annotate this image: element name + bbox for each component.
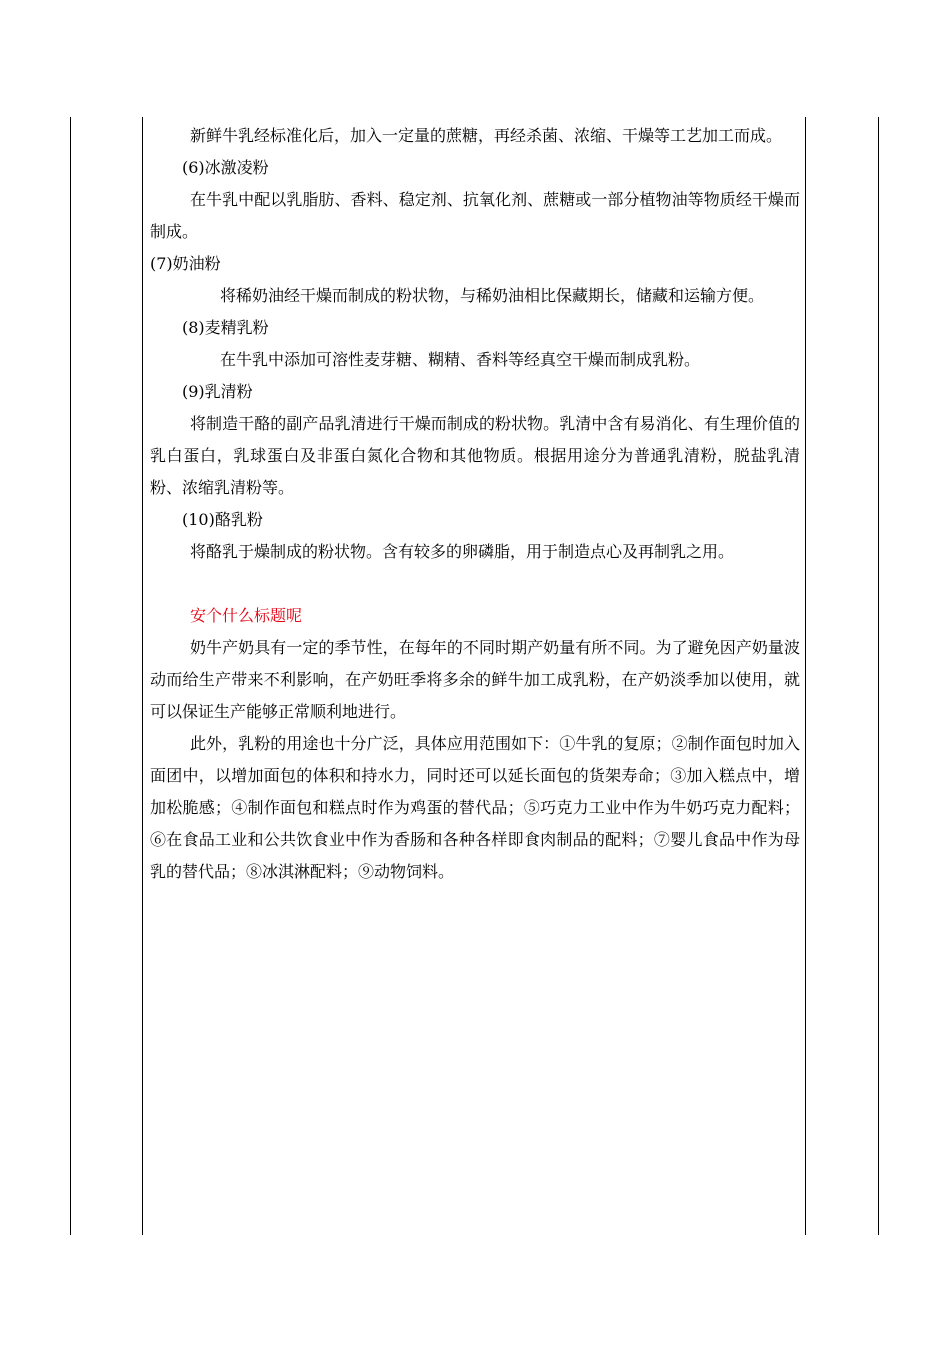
heading-buttermilk-powder: (10)酪乳粉: [182, 510, 263, 529]
heading-whey-powder: (9)乳清粉: [182, 382, 253, 401]
table-border-inner-right: [805, 117, 806, 1235]
table-border-outer-left: [70, 117, 71, 1235]
paragraph-ice-cream-powder: 在牛乳中配以乳脂肪、香料、稳定剂、抗氧化剂、蔗糖或一部分植物油等物质经干燥而制成。: [150, 190, 800, 241]
section-title: 安个什么标题呢: [190, 606, 303, 625]
paragraph-seasonality: 奶牛产奶具有一定的季节性，在每年的不同时期产奶量有所不同。为了避免因产奶量波动而给生产带来不利影响，在产奶旺季将多余的鲜牛加工成乳粉，在产奶淡季加以使用，就可以保证生产能够正常顺利地进行。: [150, 638, 800, 721]
heading-malted-milk-powder: (8)麦精乳粉: [182, 318, 269, 337]
paragraph-malted-milk-powder: 在牛乳中添加可溶性麦芽糖、糊精、香料等经真空干燥而制成乳粉。: [220, 350, 701, 369]
blank-line: [150, 568, 800, 600]
table-border-outer-right: [878, 117, 879, 1235]
paragraph-sweetened-milk-powder: 新鲜牛乳经标准化后，加入一定量的蔗糖，再经杀菌、浓缩、干燥等工艺加工而成。: [190, 126, 783, 145]
heading-ice-cream-powder: (6)冰激凌粉: [182, 158, 269, 177]
paragraph-buttermilk-powder: 将酪乳于燥制成的粉状物。含有较多的卵磷脂，用于制造点心及再制乳之用。: [190, 542, 735, 561]
paragraph-applications: 此外，乳粉的用途也十分广泛，具体应用范围如下：①牛乳的复原；②制作面包时加入面团中，以增加面包的体积和持水力，同时还可以延长面包的货架寿命；③加入糕点中，增加松脆感；④制作面包和糕点时作为鸡蛋的替代品；⑤巧克力工业中作为牛奶巧克力配料；⑥在食品工业和公共饮食业中作为香肠和各种各样即食肉制品的配料；⑦婴儿食品中作为母乳的替代品；⑧冰淇淋配料；⑨动物饲料。: [150, 734, 800, 881]
document-body: [150, 120, 800, 888]
paragraph-cream-powder: 将稀奶油经干燥而制成的粉状物，与稀奶油相比保藏期长，储藏和运输方便。: [220, 286, 765, 305]
paragraph-whey-powder: 将制造干酪的副产品乳清进行干燥而制成的粉状物。乳清中含有易消化、有生理价值的乳白蛋白，乳球蛋白及非蛋白氮化合物和其他物质。根据用途分为普通乳清粉，脱盐乳清粉、浓缩乳清粉等。: [150, 414, 800, 497]
table-border-inner-left: [142, 117, 143, 1235]
heading-cream-powder: (7)奶油粉: [150, 254, 221, 273]
